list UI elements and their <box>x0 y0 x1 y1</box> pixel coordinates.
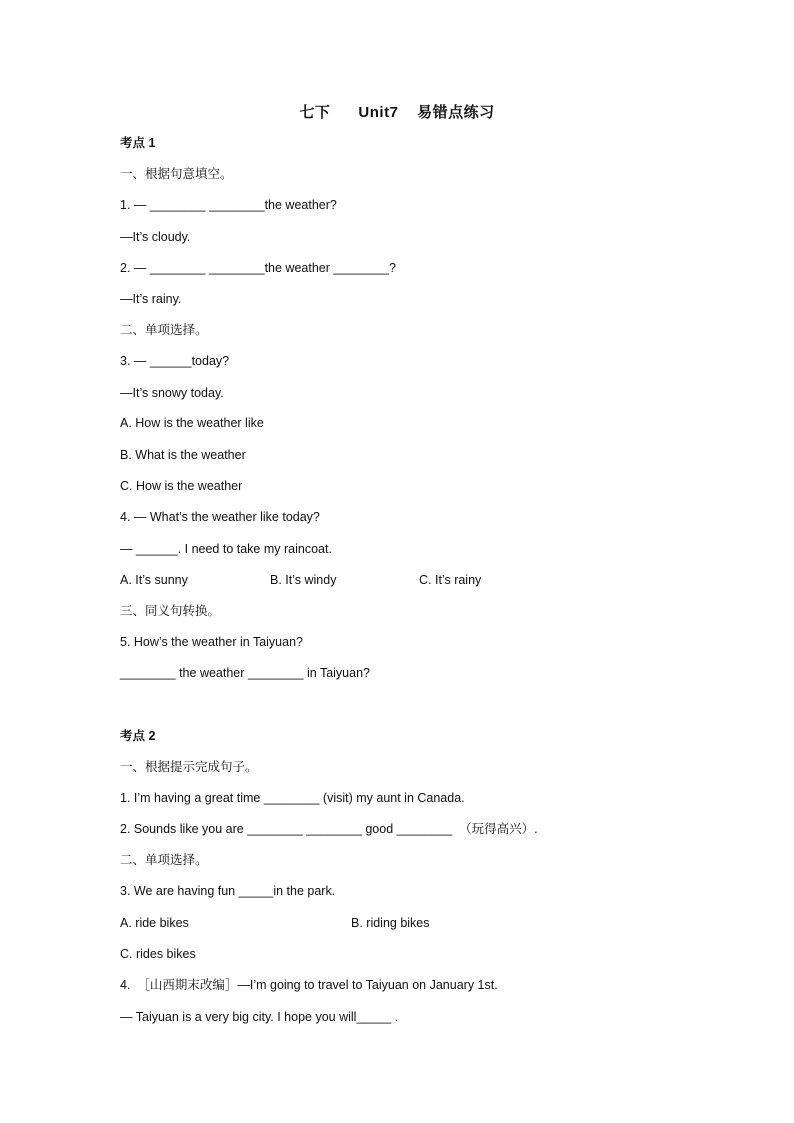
question-4-option-b: B. It’s windy <box>270 573 337 587</box>
question-2-answer: —It’s rainy. <box>120 292 182 306</box>
question-3: 3. — ______today? <box>120 354 230 368</box>
section-2-question-1: 1. I’m having a great time ________ (visit) my aunt in Canada. <box>120 791 465 805</box>
section-2-heading: 考点 2 <box>120 729 156 743</box>
section-2-question-4-answer: — Taiyuan is a very big city. I hope you will_____ . <box>120 1010 399 1024</box>
question-5-rewrite-line: ________ the weather ________ in Taiyuan? <box>120 666 370 680</box>
question-3-option-c: C. How is the weather <box>120 479 243 493</box>
question-4-option-c: C. It’s rainy <box>419 573 482 587</box>
page-title: 七下 Unit7 易错点练习 <box>299 104 495 121</box>
question-5: 5. How’s the weather in Taiyuan? <box>120 635 303 649</box>
section-1-part-3-instruction: 三、同义句转换。 <box>120 604 221 618</box>
question-3-option-b: B. What is the weather <box>120 448 246 462</box>
section-2-part-2-instruction: 二、单项选择。 <box>120 853 208 867</box>
question-1: 1. — ________ ________the weather? <box>120 198 337 212</box>
question-4-answer: — ______. I need to take my raincoat. <box>120 542 332 556</box>
section-1-part-1-instruction: 一、根据句意填空。 <box>120 167 233 181</box>
section-2-question-3-option-a: A. ride bikes <box>120 916 189 930</box>
question-2: 2. — ________ ________the weather ________? <box>120 261 396 275</box>
section-2-question-3-option-c: C. rides bikes <box>120 947 196 961</box>
section-2-question-3-option-b: B. riding bikes <box>351 916 430 930</box>
section-2-question-4: 4. ［山西期末改编］—I’m going to travel to Taiyuan on January 1st. <box>120 978 498 992</box>
question-4: 4. — What’s the weather like today? <box>120 510 320 524</box>
section-1-part-2-instruction: 二、单项选择。 <box>120 323 208 337</box>
section-2-question-2: 2. Sounds like you are ________ ________ good ________ （玩得高兴）. <box>120 822 538 836</box>
question-3-answer: —It’s snowy today. <box>120 386 224 400</box>
section-2-question-3: 3. We are having fun _____in the park. <box>120 884 336 898</box>
question-3-option-a: A. How is the weather like <box>120 416 264 430</box>
section-1-heading: 考点 1 <box>120 136 156 150</box>
section-2-part-1-instruction: 一、根据提示完成句子。 <box>120 760 258 774</box>
question-4-option-a: A. It’s sunny <box>120 573 188 587</box>
question-1-answer: —It’s cloudy. <box>120 230 191 244</box>
